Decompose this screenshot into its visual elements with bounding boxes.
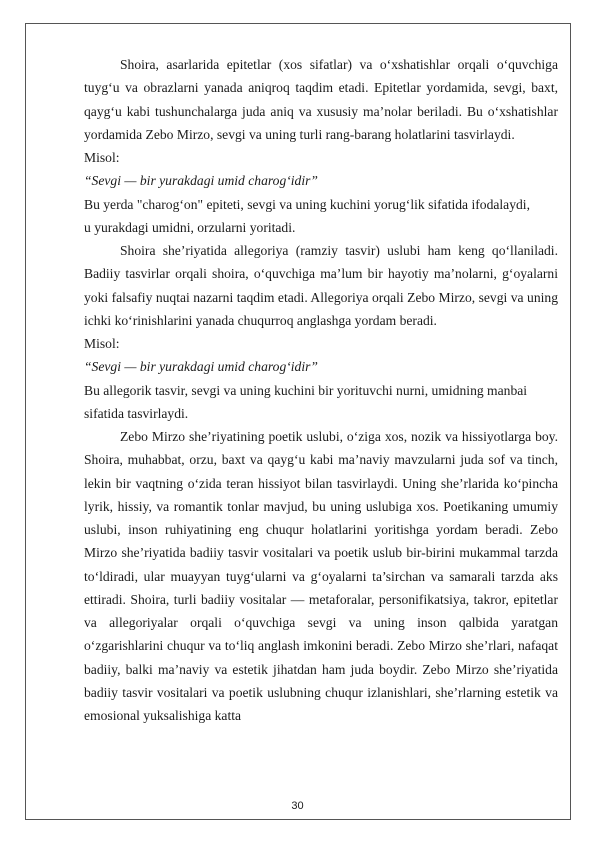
- paragraph-allegory: Shoira she’riyatida allegoriya (ramziy tasvir) uslubi ham keng qo‘llaniladi. Badiiy tasvirlar orqali shoira, o‘quvchiga ma’lum bir hayotiy ma’nolarni, g‘oyalarni yoki falsafiy nuqtai nazarni taqdim etadi. Allegoriya orqali Zebo Mirzo, sevgi va uning ichki ko‘rinishlarini yanada chuqurroq anglashga yordam beradi.: [84, 243, 558, 328]
- example-explanation-line: u yurakdagi umidni, orzularni yoritadi.: [84, 219, 296, 235]
- page-number: 30: [291, 800, 304, 812]
- example-quote: “Sevgi — bir yurakdagi umid charog‘idir”: [84, 359, 318, 375]
- example-explanation-line: Bu yerda "charog‘on" epiteti, sevgi va uning kuchini yorug‘lik sifatida ifodalaydi,: [84, 196, 530, 212]
- example-quote: “Sevgi — bir yurakdagi umid charog‘idir”: [84, 173, 318, 189]
- example-explanation-line: sifatida tasvirlaydi.: [84, 405, 189, 421]
- document-body: [84, 53, 558, 727]
- example-explanation-line: Bu allegorik tasvir, sevgi va uning kuchini bir yorituvchi nurni, umidning manbai: [84, 382, 528, 398]
- paragraph-epithets: Shoira, asarlarida epitetlar (xos sifatlar) va o‘xshatishlar orqali o‘quvchiga tuyg‘u va obrazlarni yanada aniqroq taqdim etadi. Epitetlar yordamida, sevgi, baxt, qayg‘u kabi tushunchalarga juda aniq va xususiy ma’nolar beriladi. Bu o‘xshatishlar yordamida Zebo Mirzo, sevgi va uning turli rang-barang holatlarini tasvirlaydi.: [84, 57, 558, 142]
- example-label: Misol:: [84, 150, 120, 165]
- paragraph-poetic-style: Zebo Mirzo she’riyatining poetik uslubi, o‘ziga xos, nozik va hissiyotlarga boy. Shoira, muhabbat, orzu, baxt va qayg‘u kabi ma’naviy mavzularni juda sof va tinch, lekin bir vaqtning o‘zida teran hissiyot bilan tasvirlaydi. Uning she’rlarida ko‘pincha lyrik, hissiy, va romantik tonlar mavjud, bu uning uslubiga xos. Poetikaning umumiy uslubi, inson ruhiyatining eng chuqur holatlarini yoritishga yordam beradi. Zebo Mirzo she’riyatida badiiy tasvir vositalari va poetik uslub bir-birini mukammal tarzda to‘ldiradi, ular muayyan tuyg‘ularni va g‘oyalarni ta’sirchan va samarali tarzda aks ettiradi. Shoira, turli badiiy vositalar — metaforalar, personifikatsiya, takror, epitetlar va allegoriyalar orqali o‘quvchiga sevgi va uning inson qalbida yaratgan o‘zgarishlarini chuqur va to‘liq anglash imkonini beradi. Zebo Mirzo she’rlari, nafaqat badiiy, balki ma’naviy va estetik jihatdan ham juda boydir. Zebo Mirzo she’riyatida badiiy tasvir vositalari va poetik uslubning chuqur izlanishlari, she’rlarning estetik va emosional yuksalishiga katta: [84, 429, 558, 723]
- example-label: Misol:: [84, 336, 120, 351]
